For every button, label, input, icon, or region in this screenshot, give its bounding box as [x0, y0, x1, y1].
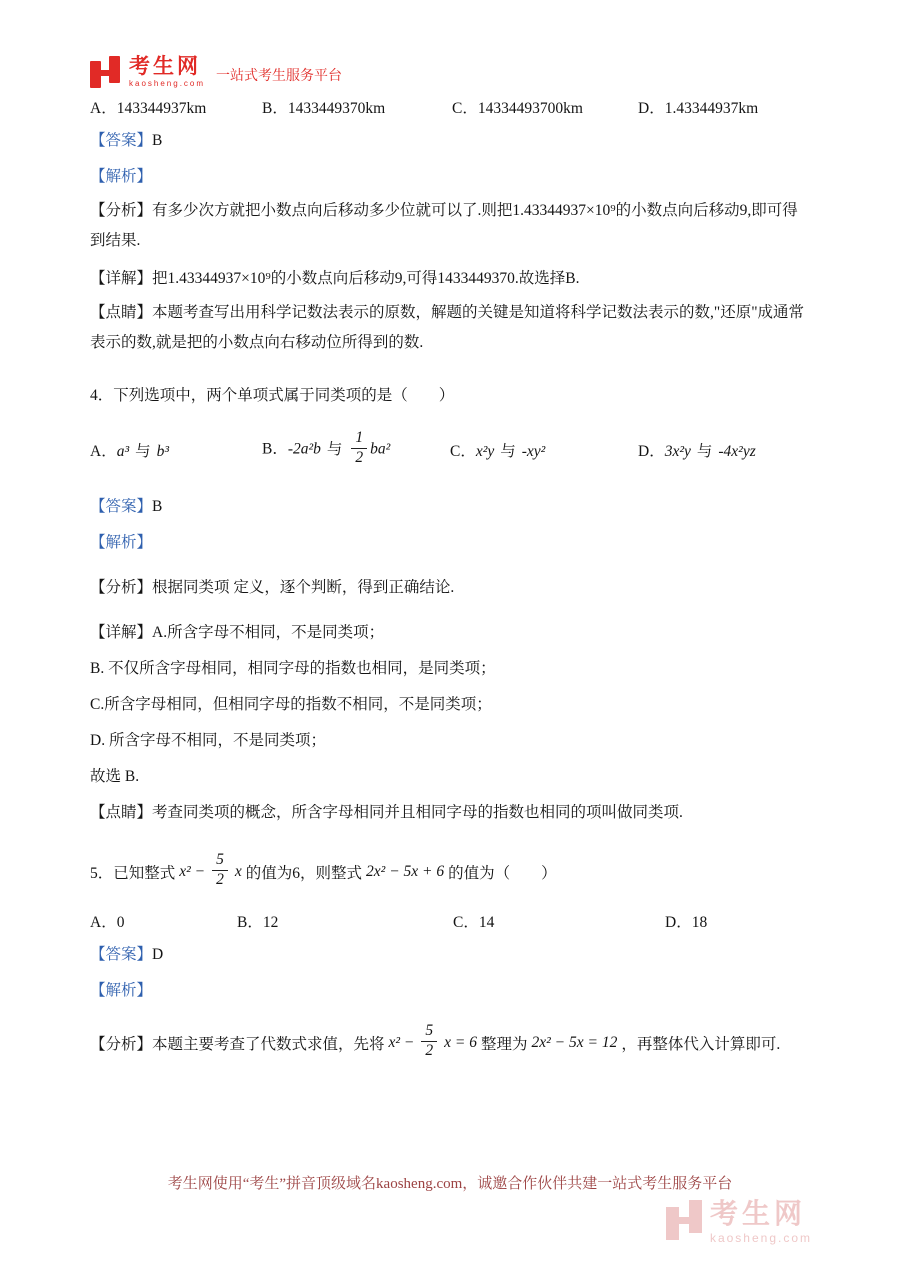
- analysis-text: 整理为: [480, 1036, 528, 1053]
- option-label: C．: [450, 443, 476, 460]
- answer-value: D: [152, 946, 164, 963]
- fraction-numerator: 1: [355, 429, 364, 447]
- fraction-denominator: 2: [351, 448, 367, 466]
- logo-tagline: 一站式考生服务平台: [216, 67, 343, 83]
- kaosheng-logo: [90, 56, 810, 88]
- logo-title: 考生网: [129, 55, 201, 78]
- math-expr: a³: [116, 443, 130, 460]
- q3-fenxi: 【分析】有多少次方就把小数点向后移动多少位就可以了.则把1.43344937×10⁹的小数点向后移动9,即可得到结果.: [90, 202, 798, 249]
- q3-option-c: C．14334493700km: [452, 100, 583, 117]
- answer-label: 【答案】: [90, 498, 153, 515]
- analysis-text: ，再整体代入计算即可.: [621, 1036, 781, 1053]
- q4-xiangjie-b: B. 不仅所含字母相同，相同字母的指数也相同，是同类项；: [90, 660, 496, 677]
- fraction: [351, 430, 367, 466]
- watermark-text-block: [710, 1200, 812, 1244]
- fraction: [212, 852, 228, 888]
- option-label: B．: [262, 440, 288, 458]
- q5-option-a: A．0: [90, 914, 125, 931]
- q4-jiexi-line: [90, 529, 810, 556]
- jiexi-label: 【解析】: [90, 534, 153, 551]
- math-expr: b³: [156, 443, 170, 460]
- q4-conclusion: 故选 B.: [90, 768, 140, 785]
- fraction-denominator: 2: [212, 870, 228, 888]
- math-expr: x² −: [388, 1034, 415, 1051]
- site-header: [0, 0, 900, 88]
- conjunction: 与: [500, 443, 516, 460]
- q3-option-a: A．143344937km: [90, 100, 207, 117]
- math-expr: -xy²: [521, 443, 546, 460]
- q3-option-b: B．1433449370km: [262, 100, 386, 117]
- answer-label: 【答案】: [90, 132, 153, 149]
- q4-dianjing: 【点睛】考查同类项的概念，所含字母相同并且相同字母的指数也相同的项叫做同类项.: [90, 804, 683, 821]
- q4-xiangjie-d: D. 所含字母不相同，不是同类项；: [90, 732, 326, 749]
- q4-options-row: [90, 425, 810, 475]
- q4-title: 4．下列选项中，两个单项式属于同类项的是（ ）: [90, 387, 455, 404]
- watermark-domain: kaosheng.com: [709, 1231, 812, 1245]
- option-label: D．: [638, 443, 665, 460]
- math-expr: -4x²yz: [718, 443, 756, 460]
- logo-text-block: [129, 56, 205, 88]
- conjunction: 与: [696, 443, 713, 460]
- kaosheng-logo-icon: [90, 56, 120, 88]
- conjunction: 与: [326, 440, 343, 458]
- jiexi-label: 【解析】: [90, 982, 153, 999]
- q3-answer-line: [90, 127, 810, 154]
- footer-text: 考生网使用“考生”拼音顶级域名kaosheng.com，诚邀合作伙伴共建一站式考生服务平台: [167, 1176, 733, 1192]
- math-expr: x²y: [475, 443, 495, 460]
- q4-option-a: [90, 439, 262, 461]
- fraction-numerator: 5: [216, 851, 224, 869]
- q4-xiangjie-c: C.所含字母相同，但相同字母的指数不相同，不是同类项；: [90, 696, 492, 713]
- q5-option-d: D．18: [665, 914, 708, 931]
- question-text: 的值为6，则整式: [245, 865, 363, 882]
- q3-dianjing: 【点睛】本题考查写出用科学记数法表示的原数，解题的关键是知道将科学记数法表示的数,"还原"成通常表示的数,就是把的小数点向右移动位所得到的数.: [90, 304, 805, 351]
- q5-options-row: [90, 910, 810, 932]
- answer-value: B: [152, 132, 163, 149]
- q4-xiangjie-a: 【详解】A.所含字母不相同，不是同类项；: [90, 624, 385, 641]
- option-label: A．: [90, 443, 117, 460]
- watermark-logo: [666, 1200, 812, 1244]
- q3-xiangjie: 【详解】把1.43344937×10⁹的小数点向后移动9,可得1433449370.故选择B.: [90, 270, 580, 287]
- math-expr: x: [234, 863, 242, 880]
- q3-options-row: [90, 96, 810, 118]
- q4-option-b: [262, 429, 450, 468]
- watermark-title: 考生网: [709, 1198, 806, 1229]
- kaosheng-logo-icon: [666, 1200, 702, 1240]
- q5-fenxi: [90, 1016, 810, 1070]
- conjunction: 与: [135, 443, 151, 460]
- page-footer: [0, 1172, 900, 1193]
- jiexi-label: 【解析】: [90, 168, 153, 185]
- math-expr: 2x² − 5x + 6: [366, 863, 445, 880]
- q4-answer-line: [90, 493, 810, 520]
- fraction: [421, 1023, 437, 1059]
- logo-domain: kaosheng.com: [129, 79, 206, 88]
- answer-label: 【答案】: [90, 946, 153, 963]
- q5-option-b: B．12: [237, 914, 279, 931]
- q4-fenxi: 【分析】根据同类项 定义，逐个判断，得到正确结论.: [90, 579, 455, 596]
- math-expr: 2x² − 5x = 12: [531, 1034, 618, 1051]
- math-expr: x² −: [179, 863, 206, 880]
- question-text: 的值为（ ）: [448, 865, 557, 882]
- math-expr: ba²: [370, 440, 391, 458]
- q3-option-d: D．1.43344937km: [638, 100, 759, 117]
- logo-bar: [676, 1217, 692, 1224]
- document-content: [0, 96, 900, 1070]
- q5-answer-line: [90, 941, 810, 968]
- math-expr: -2a²b: [287, 440, 321, 458]
- question-text: 5．已知整式: [90, 865, 176, 882]
- q5-jiexi-line: [90, 977, 810, 1004]
- math-expr: 3x²y: [664, 443, 691, 460]
- fraction-denominator: 2: [421, 1041, 437, 1059]
- q5-title: [90, 848, 810, 896]
- q3-jiexi-line: [90, 163, 810, 190]
- q4-option-c: [450, 439, 638, 461]
- q4-option-d: [638, 439, 756, 461]
- analysis-text: 【分析】本题主要考查了代数式求值，先将: [90, 1036, 385, 1053]
- math-expr: x = 6: [444, 1034, 477, 1051]
- logo-bar: [98, 70, 112, 76]
- q5-option-c: C．14: [453, 914, 495, 931]
- answer-value: B: [152, 498, 163, 515]
- fraction-numerator: 5: [425, 1022, 434, 1040]
